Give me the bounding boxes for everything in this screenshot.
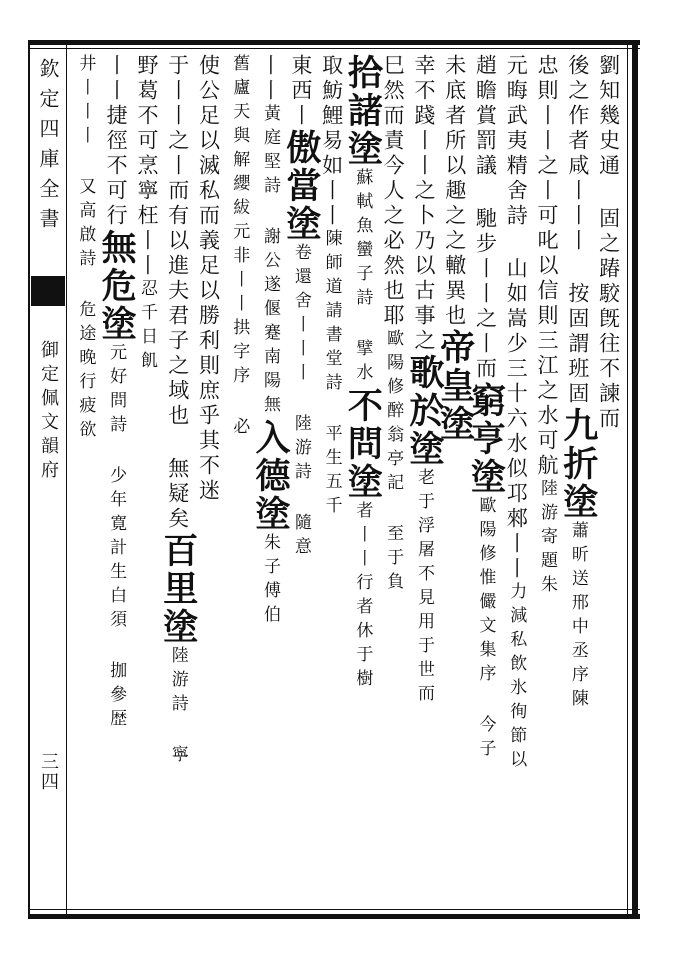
entry-headword: 不問塗 [342, 387, 384, 501]
fish-tail-block [31, 276, 65, 306]
entry-headword: 百里塗 [157, 532, 199, 646]
body-text: 劉知幾史通 固之踳駮旣往不諫而 [596, 54, 621, 432]
annotation-text: 元好問詩 少年寛計生白須 拁參歴 [106, 343, 127, 733]
frame-left-rule [28, 40, 30, 919]
annotation-text: 舊廬天與解纓紱元非丨丨 [229, 54, 250, 318]
text-column [465, 54, 507, 904]
text-column [434, 54, 476, 904]
text-column [403, 54, 445, 904]
body-text: 于丨丨之丨而有以進夫君子之域也 無疑矣 [165, 54, 190, 532]
annotation-text: 卷還舍丨丨丨 陸游詩 隨意 [290, 243, 311, 561]
body-text: 後之作者咸丨丨丨 按固謂班固 [565, 54, 590, 407]
body-text: 未底者所以趣之之轍異也 [442, 54, 467, 329]
annotation-text: 者丨丨行者休于樹 [352, 501, 373, 693]
annotation-text: 蘇軾魚蠻子詩 擘水 [352, 168, 373, 387]
annotation-text: 井丨丨丨 又高啟詩 危途晚行疲欲 [75, 54, 96, 444]
frame-top-rule [28, 40, 640, 45]
frame-right-rule [632, 40, 638, 919]
annotation-text: 拱字序 必 [229, 318, 250, 441]
text-column [557, 54, 599, 904]
text-column [67, 54, 103, 904]
entry-headword: 九折塗 [557, 407, 599, 521]
annotation-text: 歐陽修醉翁亭記 至于負 [383, 329, 404, 596]
body-text: 野葛不可烹寧枉丨丨 [134, 54, 159, 279]
annotation-text: 蕭昕送邢中丞序陳 [567, 521, 588, 713]
entry-headword: 無危塗 [96, 229, 138, 343]
annotation-text: 老于浮屠不見用于世而 [413, 468, 434, 708]
page-number: 三四 [38, 752, 59, 792]
annotation-text: 黃庭堅詩 謝公遂偃蹇南陽無 [260, 104, 281, 419]
frame-bottom-rule [28, 914, 640, 919]
annotation-text: 忍千日飢 [136, 279, 157, 375]
entry-headword: 帝皇塗 [434, 329, 476, 443]
entry-headword: 入德塗 [250, 419, 292, 533]
text-column [342, 54, 384, 904]
annotation-text: 陸游寄題朱 [537, 479, 558, 599]
body-text: 趙瞻賞罰議 馳步丨丨之丨而 [473, 54, 498, 382]
frame-top-inner-rule [28, 48, 640, 49]
frame-bottom-inner-rule [28, 909, 640, 910]
body-text: 東西丨 [288, 54, 313, 129]
frame-right-inner-rule [627, 40, 628, 919]
entry-headword: 拾諸塗 [342, 54, 384, 168]
annotation-text: 朱子傅伯 [260, 533, 281, 629]
entry-headword: 窮亨塗 [465, 382, 507, 496]
annotation-text: 陸游詩 寧 [167, 646, 188, 769]
body-text: 取魴鯉易如丨丨 [319, 54, 344, 229]
annotation-text: 歐陽修惟儼文集序 今子 [475, 496, 496, 763]
entry-headword: 歌於塗 [403, 354, 445, 468]
annotation-text: 力減私飲氷徇節以 [506, 582, 527, 774]
annotation-text: 陳師道請書堂詩 平生五千 [321, 229, 342, 520]
body-text: 丨丨捷徑不可行 [104, 54, 129, 229]
text-column [250, 54, 292, 904]
body-text: 忠則丨丨之丨可叱以信則三江之水可航 [535, 54, 560, 479]
body-text: 元晦武夷精舍詩 山如嵩少三十六水似邛郲丨丨 [504, 54, 529, 582]
body-text: 巳然而責今人之必然也耶 [381, 54, 406, 329]
margin-section-title: 御定佩文韻府 [38, 340, 59, 484]
body-text: 使公足以滅私而義足以勝利則庶乎其不迷 [196, 54, 221, 504]
text-column [96, 54, 138, 904]
margin-book-title: 欽定四庫全書 [36, 58, 60, 238]
entry-headword: 傲當塗 [280, 129, 322, 243]
text-column [529, 54, 565, 904]
text-column [191, 54, 227, 904]
body-text: 幸不踐丨丨之卜乃以古事之 [411, 54, 436, 354]
text-column [221, 54, 257, 904]
text-column [129, 54, 165, 904]
body-text: 丨丨 [258, 54, 283, 104]
text-column [157, 54, 199, 904]
